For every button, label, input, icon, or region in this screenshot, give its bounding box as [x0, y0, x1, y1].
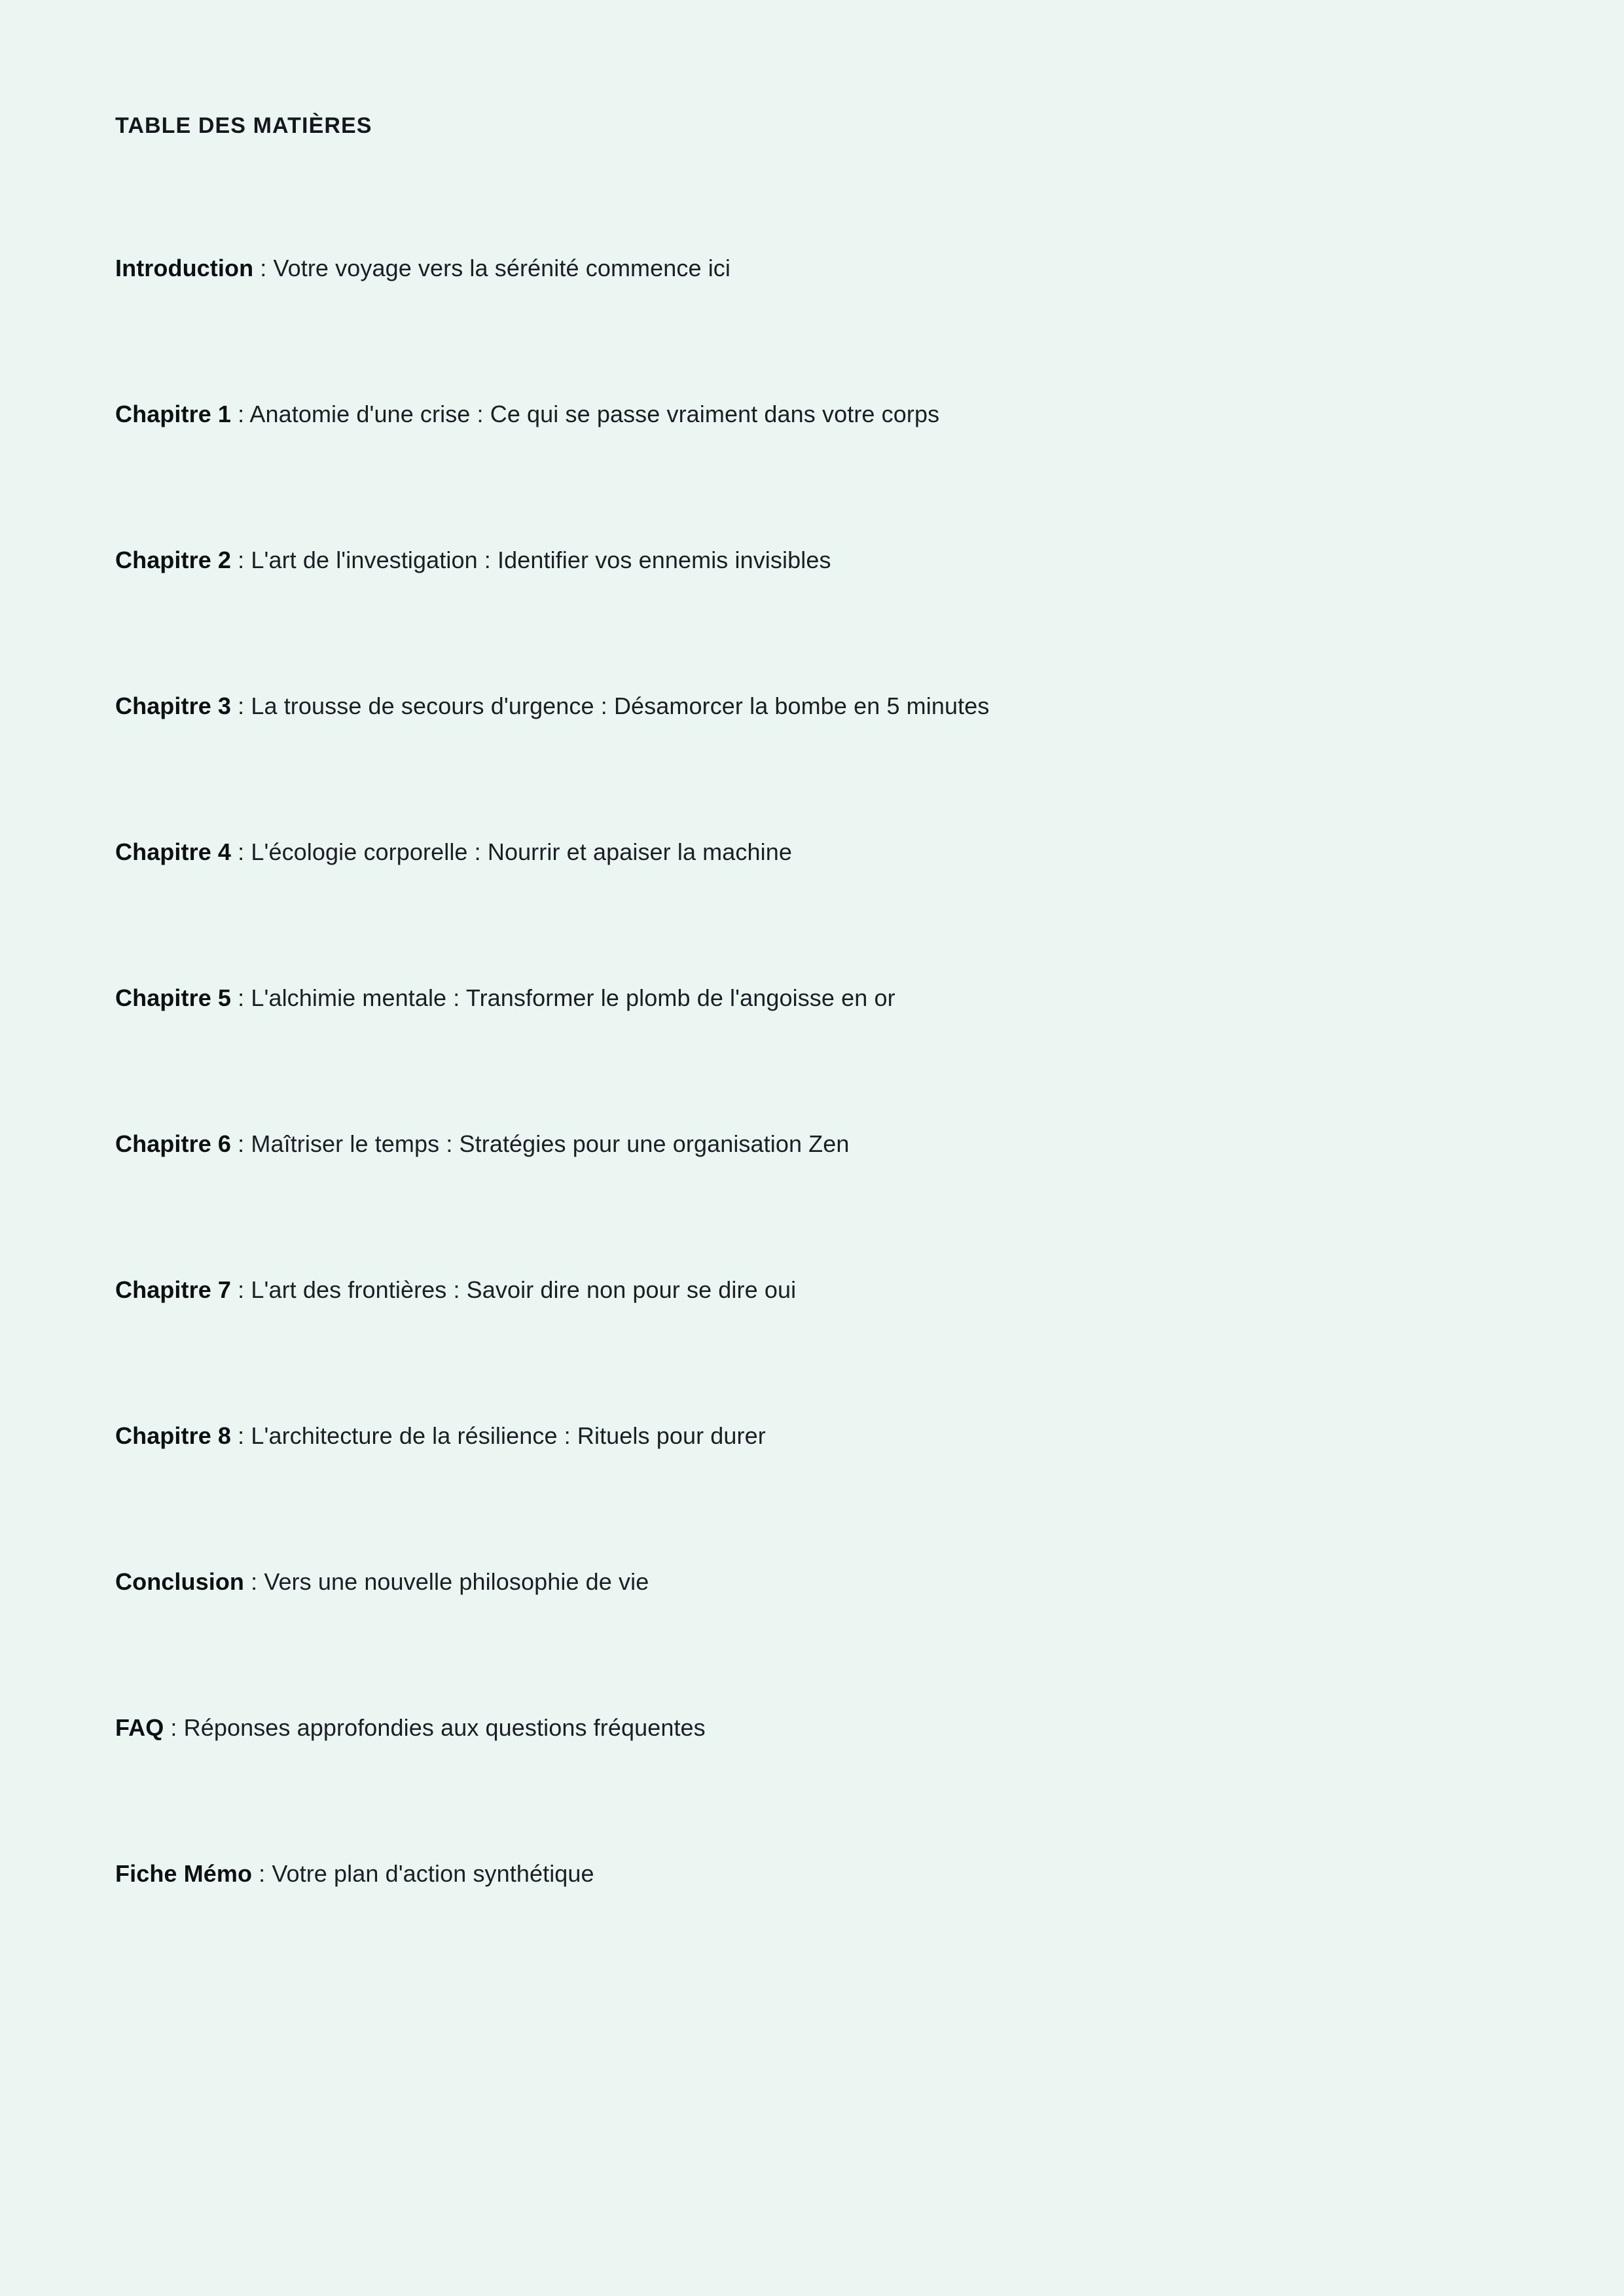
toc-entry[interactable]: [115, 982, 1542, 1128]
toc-entry-text: La trousse de secours d'urgence : Désamorcer la bombe en 5 minutes: [251, 692, 990, 719]
toc-entry[interactable]: [115, 836, 1542, 982]
toc-entry-label: Chapitre 7: [115, 1276, 232, 1303]
toc-entry-separator: :: [253, 255, 274, 281]
toc-entry-label: Conclusion: [115, 1568, 244, 1595]
toc-entry-text: L'art de l'investigation : Identifier vos ennemis invisibles: [251, 547, 831, 573]
toc-entry[interactable]: [115, 1274, 1542, 1420]
toc-entry[interactable]: [115, 1128, 1542, 1274]
toc-entry-text: L'architecture de la résilience : Rituels pour durer: [251, 1422, 766, 1449]
toc-entry-text: Maîtriser le temps : Stratégies pour une organisation Zen: [251, 1130, 850, 1157]
toc-entry[interactable]: [115, 545, 1542, 691]
toc-entry-label: Introduction: [115, 255, 254, 281]
toc-entry-text: L'art des frontières : Savoir dire non pour se dire oui: [251, 1276, 797, 1303]
toc-entry-label: Fiche Mémo: [115, 1860, 253, 1887]
toc-entry-label: Chapitre 3: [115, 692, 232, 719]
toc-entry-text: Vers une nouvelle philosophie de vie: [264, 1568, 649, 1595]
toc-entry-text: Réponses approfondies aux questions fréquentes: [183, 1714, 706, 1741]
toc-entry[interactable]: [115, 691, 1542, 836]
toc-entry-label: Chapitre 5: [115, 984, 232, 1011]
toc-entry-label: Chapitre 1: [115, 401, 232, 427]
toc-entry-label: Chapitre 4: [115, 838, 232, 865]
toc-entry-label: Chapitre 8: [115, 1422, 232, 1449]
toc-entry-separator: :: [231, 1422, 251, 1449]
toc-entry-text: Anatomie d'une crise : Ce qui se passe vraiment dans votre corps: [249, 401, 940, 427]
toc-entry-text: L'écologie corporelle : Nourrir et apaiser la machine: [251, 838, 792, 865]
table-of-contents-list: [115, 253, 1542, 2004]
toc-entry-separator: :: [231, 1130, 251, 1157]
toc-entry-label: Chapitre 6: [115, 1130, 232, 1157]
toc-entry[interactable]: [115, 253, 1542, 399]
page-title: TABLE DES MATIÈRES: [115, 113, 372, 138]
toc-entry-text: Votre plan d'action synthétique: [272, 1860, 594, 1887]
toc-entry-separator: :: [231, 692, 251, 719]
toc-entry-text: L'alchimie mentale : Transformer le plomb de l'angoisse en or: [251, 984, 895, 1011]
toc-entry-separator: :: [231, 547, 251, 573]
toc-entry-separator: :: [231, 984, 251, 1011]
toc-entry-label: Chapitre 2: [115, 547, 232, 573]
toc-entry-label: FAQ: [115, 1714, 164, 1741]
toc-entry-separator: :: [244, 1568, 264, 1595]
toc-entry-separator: :: [231, 1276, 251, 1303]
toc-entry-separator: :: [231, 401, 250, 427]
toc-entry[interactable]: [115, 1566, 1542, 1712]
toc-entry[interactable]: [115, 1712, 1542, 1858]
toc-entry-separator: :: [231, 838, 251, 865]
toc-entry-separator: :: [252, 1860, 272, 1887]
toc-entry-text: Votre voyage vers la sérénité commence ici: [273, 255, 731, 281]
toc-entry[interactable]: [115, 1420, 1542, 1566]
toc-entry[interactable]: [115, 399, 1542, 545]
toc-entry[interactable]: [115, 1858, 1542, 2004]
toc-entry-separator: :: [164, 1714, 184, 1741]
